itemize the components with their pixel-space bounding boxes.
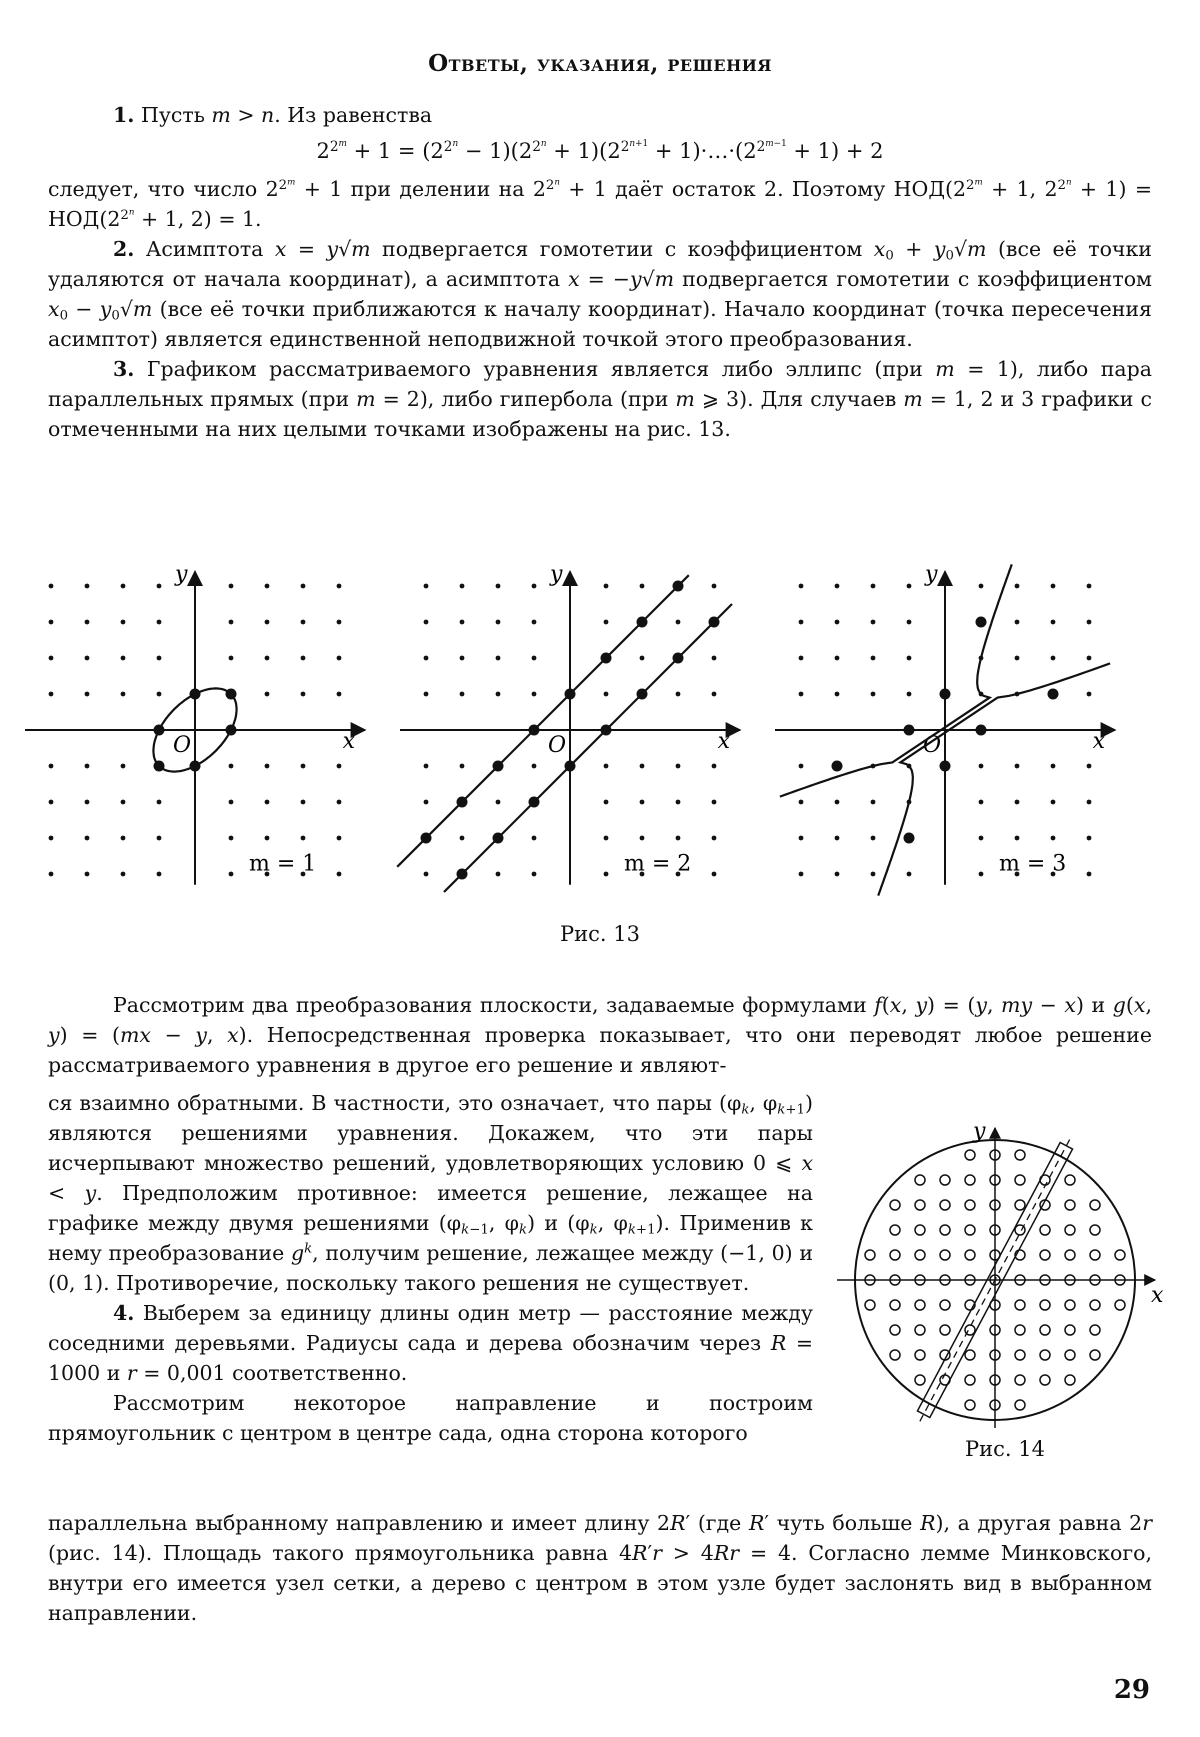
grid-dot [835,692,840,697]
integer-point [154,725,165,736]
grid-dot [835,584,840,589]
grid-dot [1087,800,1092,805]
tree-node [965,1150,975,1160]
grid-dot [1087,620,1092,625]
grid-dot [907,584,912,589]
figure-14-caption: Рис. 14 [925,1437,1085,1461]
tree-node [1040,1225,1050,1235]
tree-node [1090,1325,1100,1335]
grid-dot [1051,764,1056,769]
tree-node [1065,1375,1075,1385]
tree-node [965,1200,975,1210]
grid-dot [157,836,162,841]
answers-text-top [48,100,1152,444]
grid-dot [979,872,984,877]
tree-node [1015,1300,1025,1310]
panel-label: m = 1 [249,851,316,876]
grid-dot [496,800,501,805]
grid-dot [799,620,804,625]
panel-label: m = 3 [999,851,1066,876]
grid-dot [301,620,306,625]
integer-point [601,653,612,664]
integer-point [976,617,987,628]
grid-dot [265,584,270,589]
grid-dot [49,800,54,805]
grid-dot [1051,656,1056,661]
grid-dot [496,584,501,589]
integer-point [673,653,684,664]
grid-dot [229,620,234,625]
y-axis-label: y [924,562,938,587]
grid-dot [1087,656,1092,661]
tree-node [1015,1325,1025,1335]
grid-dot [799,872,804,877]
tree-node [1065,1175,1075,1185]
grid-dot [460,584,465,589]
grid-dot [301,800,306,805]
grid-dot [1015,764,1020,769]
grid-dot [979,836,984,841]
tree-node [915,1175,925,1185]
grid-dot [157,584,162,589]
tree-node [1040,1350,1050,1360]
tree-node [940,1325,950,1335]
grid-dot [871,692,876,697]
grid-dot [712,836,717,841]
panel-label: m = 2 [624,851,691,876]
integer-point [976,725,987,736]
grid-dot [799,692,804,697]
grid-dot [799,836,804,841]
grid-dot [337,620,342,625]
grid-dot [871,836,876,841]
problem-4-continued: параллельна выбранному направлению и имеет длину 2R′ (где R′ чуть больше R), а другая равна 2r (рис. 14). Площадь такого прямоугольника равна 4R′r > 4Rr = 4. Согласно лемме Минковского, внутри его имеется узел сетки, а дерево с центром в этом узле будет заслонять вид в выбранном направлении. [48,1508,1152,1628]
grid-dot [604,836,609,841]
grid-dot [337,872,342,877]
grid-dot [424,656,429,661]
grid-dot [640,656,645,661]
integer-point [637,689,648,700]
integer-point [601,725,612,736]
grid-dot [265,836,270,841]
grid-dot [85,584,90,589]
grid-dot [835,872,840,877]
tree-node [890,1300,900,1310]
grid-dot [532,872,537,877]
grid-dot [532,584,537,589]
grid-dot [337,764,342,769]
grid-dot [1051,836,1056,841]
y-axis-label: y [972,1119,986,1144]
grid-dot [712,872,717,877]
grid-dot [85,620,90,625]
grid-dot [1051,620,1056,625]
grid-dot [85,872,90,877]
grid-dot [1015,656,1020,661]
grid-dot [121,764,126,769]
grid-dot [1015,584,1020,589]
grid-dot [49,836,54,841]
grid-dot [265,692,270,697]
grid-dot [337,584,342,589]
integer-point [457,869,468,880]
integer-point [154,761,165,772]
tree-node [1090,1200,1100,1210]
tree-node [1065,1300,1075,1310]
page-number: 29 [1114,1675,1150,1705]
grid-dot [907,656,912,661]
tree-node [865,1250,875,1260]
grid-dot [1087,584,1092,589]
grid-dot [799,764,804,769]
grid-dot [1087,764,1092,769]
tree-node [915,1350,925,1360]
integer-point [940,689,951,700]
origin-label: O [173,733,191,758]
tree-node [1065,1250,1075,1260]
figure-14 [850,1108,1150,1448]
grid-dot [229,584,234,589]
tree-node [1115,1250,1125,1260]
grid-dot [121,800,126,805]
tree-node [915,1250,925,1260]
x-axis-label: x [343,729,356,754]
integer-point [1048,689,1059,700]
integer-point [673,581,684,592]
grid-dot [229,656,234,661]
grid-dot [1087,692,1092,697]
grid-dot [835,836,840,841]
tree-node [940,1250,950,1260]
grid-dot [1087,872,1092,877]
grid-dot [157,692,162,697]
grid-dot [229,800,234,805]
grid-dot [676,764,681,769]
grid-dot [460,656,465,661]
grid-dot [49,584,54,589]
tree-node [1015,1375,1025,1385]
tree-node [915,1225,925,1235]
grid-dot [85,764,90,769]
x-axis-label: x [1093,729,1106,754]
grid-dot [460,692,465,697]
figure-13-panel-3 [775,562,1115,895]
tree-node [915,1325,925,1335]
grid-dot [85,692,90,697]
hyperbola-branch [878,663,1110,895]
problem-1-conclusion: следует, что число 22m + 1 при делении на 22n + 1 даёт остаток 2. Поэтому НОД(22m + 1, 22n + 1) = НОД(22n + 1, 2) = 1. [48,174,1152,234]
grid-dot [49,620,54,625]
tree-node [965,1175,975,1185]
integer-point [529,725,540,736]
tree-node [1065,1200,1075,1210]
grid-dot [49,764,54,769]
line-lower [444,604,732,892]
grid-dot [424,872,429,877]
x-axis-label: x [718,729,731,754]
tree-node [1065,1225,1075,1235]
grid-dot [712,656,717,661]
grid-dot [85,656,90,661]
grid-dot [424,764,429,769]
book-page [0,0,1200,1737]
problem-2: 2. Асимптота x = y√m подвергается гомотетии с коэффициентом x0 + y0√m (все её точки удаляются от начала координат), а асимптота x = −y√m подвергается гомотетии с коэффициентом x0 − y0√m (все её точки приближаются к началу координат). Начало координат (точка пересечения асимптот) является единственной неподвижной точкой этого преобразования. [48,234,1152,354]
tree-node [1065,1325,1075,1335]
grid-dot [265,620,270,625]
tree-node [1065,1350,1075,1360]
problem-3: 3. Графиком рассматриваемого уравнения является либо эллипс (при m = 1), либо пара параллельных прямых (при m = 2), либо гипербола (при m ⩾ 3). Для случаев m = 1, 2 и 3 графики с отмеченными на них целыми точками изображены на рис. 13. [48,354,1152,444]
grid-dot [1087,836,1092,841]
page-title: Ответы, указания, решения [0,50,1200,77]
tree-node [1040,1300,1050,1310]
grid-dot [121,692,126,697]
grid-dot [1015,836,1020,841]
integer-point [226,725,237,736]
grid-dot [1015,620,1020,625]
grid-dot [265,800,270,805]
grid-dot [604,584,609,589]
grid-dot [799,800,804,805]
integer-point [190,761,201,772]
grid-dot [712,764,717,769]
integer-point [529,797,540,808]
integer-point [832,761,843,772]
tree-node [915,1200,925,1210]
grid-dot [460,836,465,841]
tree-node [965,1375,975,1385]
integer-point [190,689,201,700]
tree-node [940,1225,950,1235]
grid-dot [301,692,306,697]
integer-point [421,833,432,844]
integer-point [637,617,648,628]
grid-dot [337,656,342,661]
grid-dot [676,836,681,841]
hyperbola-branch [780,564,1012,796]
grid-dot [907,620,912,625]
tree-node [1015,1400,1025,1410]
grid-dot [121,872,126,877]
grid-dot [871,800,876,805]
grid-dot [799,584,804,589]
grid-dot [157,800,162,805]
tree-node [1015,1200,1025,1210]
tree-node [965,1225,975,1235]
grid-dot [835,800,840,805]
grid-dot [337,836,342,841]
grid-dot [712,692,717,697]
grid-dot [604,872,609,877]
integer-point [904,833,915,844]
grid-dot [532,692,537,697]
tree-node [965,1400,975,1410]
grid-dot [712,800,717,805]
grid-dot [532,656,537,661]
tree-node [890,1225,900,1235]
grid-dot [424,692,429,697]
grid-dot [532,620,537,625]
figure-13-panel-1 [25,562,365,885]
grid-dot [640,800,645,805]
tree-node [965,1350,975,1360]
grid-dot [460,620,465,625]
tree-node [940,1200,950,1210]
grid-dot [496,656,501,661]
problem-4: 4. Выберем за единицу длины один метр — расстояние между соседними деревьями. Радиусы сада и дерева обозначим через R = 1000 и r = 0,001 соответственно. [48,1298,813,1388]
grid-dot [337,692,342,697]
grid-dot [496,872,501,877]
grid-dot [229,836,234,841]
integer-point [940,761,951,772]
grid-dot [157,872,162,877]
integer-point [709,617,720,628]
grid-dot [121,620,126,625]
grid-dot [301,764,306,769]
grid-dot [49,872,54,877]
tree-node [1015,1350,1025,1360]
grid-dot [907,872,912,877]
problem-1-formula: 22m + 1 = (22n − 1)(22n + 1)(22n+1 + 1)·…·(22m−1 + 1) + 2 [48,136,1152,166]
figure-13-panel-2 [397,562,740,892]
grid-dot [979,584,984,589]
tree-node [890,1250,900,1260]
tree-node [1090,1350,1100,1360]
grid-dot [265,764,270,769]
grid-dot [799,656,804,661]
grid-dot [157,620,162,625]
grid-dot [157,656,162,661]
grid-dot [835,656,840,661]
grid-dot [496,692,501,697]
grid-dot [979,800,984,805]
grid-dot [871,620,876,625]
integer-point [226,689,237,700]
grid-dot [640,764,645,769]
grid-dot [496,620,501,625]
integer-point [493,833,504,844]
tree-node [1015,1175,1025,1185]
y-axis-label: y [549,562,563,587]
grid-dot [85,800,90,805]
integer-point [565,761,576,772]
problem-1-intro: 1. Пусть m > n. Из равенства [48,100,1152,130]
grid-dot [640,584,645,589]
tree-node [1090,1300,1100,1310]
origin-label: O [923,733,941,758]
tree-node [890,1325,900,1335]
tree-node [890,1200,900,1210]
y-axis-label: y [174,562,188,587]
grid-dot [265,656,270,661]
grid-dot [676,800,681,805]
tree-node [1115,1300,1125,1310]
grid-dot [532,764,537,769]
figure-13-caption: Рис. 13 [520,922,680,946]
grid-dot [229,764,234,769]
grid-dot [907,692,912,697]
tree-node [1040,1375,1050,1385]
integer-point [565,689,576,700]
grid-dot [49,656,54,661]
integer-point [493,761,504,772]
grid-dot [49,692,54,697]
tree-node [1040,1250,1050,1260]
transform-text: Рассмотрим два преобразования плоскости, задаваемые формулами f(x, y) = (y, my − x) и g(x, y) = (mx − y, x). Непосредственная проверка показывает, что они переводят любое решение рассматриваемого уравнения в другое его решение и являют- [48,990,1152,1080]
tree-node [865,1300,875,1310]
grid-dot [604,764,609,769]
grid-dot [424,800,429,805]
figure-13 [40,540,1160,920]
grid-dot [424,620,429,625]
integer-point [457,797,468,808]
tree-node [1040,1325,1050,1335]
grid-dot [121,836,126,841]
grid-dot [532,836,537,841]
grid-dot [460,764,465,769]
tree-node [940,1300,950,1310]
grid-dot [229,872,234,877]
grid-dot [604,800,609,805]
grid-dot [337,800,342,805]
tree-node [1090,1250,1100,1260]
grid-dot [85,836,90,841]
grid-dot [1015,800,1020,805]
tree-node [1015,1150,1025,1160]
grid-dot [121,656,126,661]
x-axis-label: x [1151,1283,1164,1308]
tree-node [1090,1225,1100,1235]
grid-dot [871,584,876,589]
tree-node [965,1250,975,1260]
grid-dot [979,764,984,769]
grid-dot [121,584,126,589]
grid-dot [835,620,840,625]
grid-dot [676,620,681,625]
grid-dot [871,872,876,877]
integer-point [904,725,915,736]
tree-node [890,1350,900,1360]
tree-node [915,1300,925,1310]
tree-node [915,1375,925,1385]
transform-text-wrapped: ся взаимно обратными. В частности, это означает, что пары (φk, φk+1) являются решениями уравнения. Докажем, что эти пары исчерпывают множество решений, удовлетворяющих условию 0 ⩽ x < y. Предположим противное: имеется решение, лежащее на графике между двумя решениями (φk−1, φk) и (φk, φk+1). Применив к нему преобразование gk, получим решение, лежащее между (−1, 0) и (0, 1). Противоречие, поскольку такого решения не существует. 4. Выберем за единицу длины один метр — расстояние между соседними деревьями. Радиусы сада и дерева обозначим через R = 1000 и r = 0,001 соответственно. Рассмотрим некоторое направление и построим прямоугольник с центром в центре сада, одна сторона которого [48,1088,813,1448]
origin-label: O [548,733,566,758]
grid-dot [712,584,717,589]
tree-node [940,1175,950,1185]
grid-dot [871,656,876,661]
grid-dot [301,836,306,841]
grid-dot [301,584,306,589]
grid-dot [424,584,429,589]
grid-dot [676,692,681,697]
grid-dot [604,692,609,697]
grid-dot [301,656,306,661]
grid-dot [604,620,609,625]
grid-dot [1051,800,1056,805]
grid-dot [1051,584,1056,589]
grid-dot [640,836,645,841]
